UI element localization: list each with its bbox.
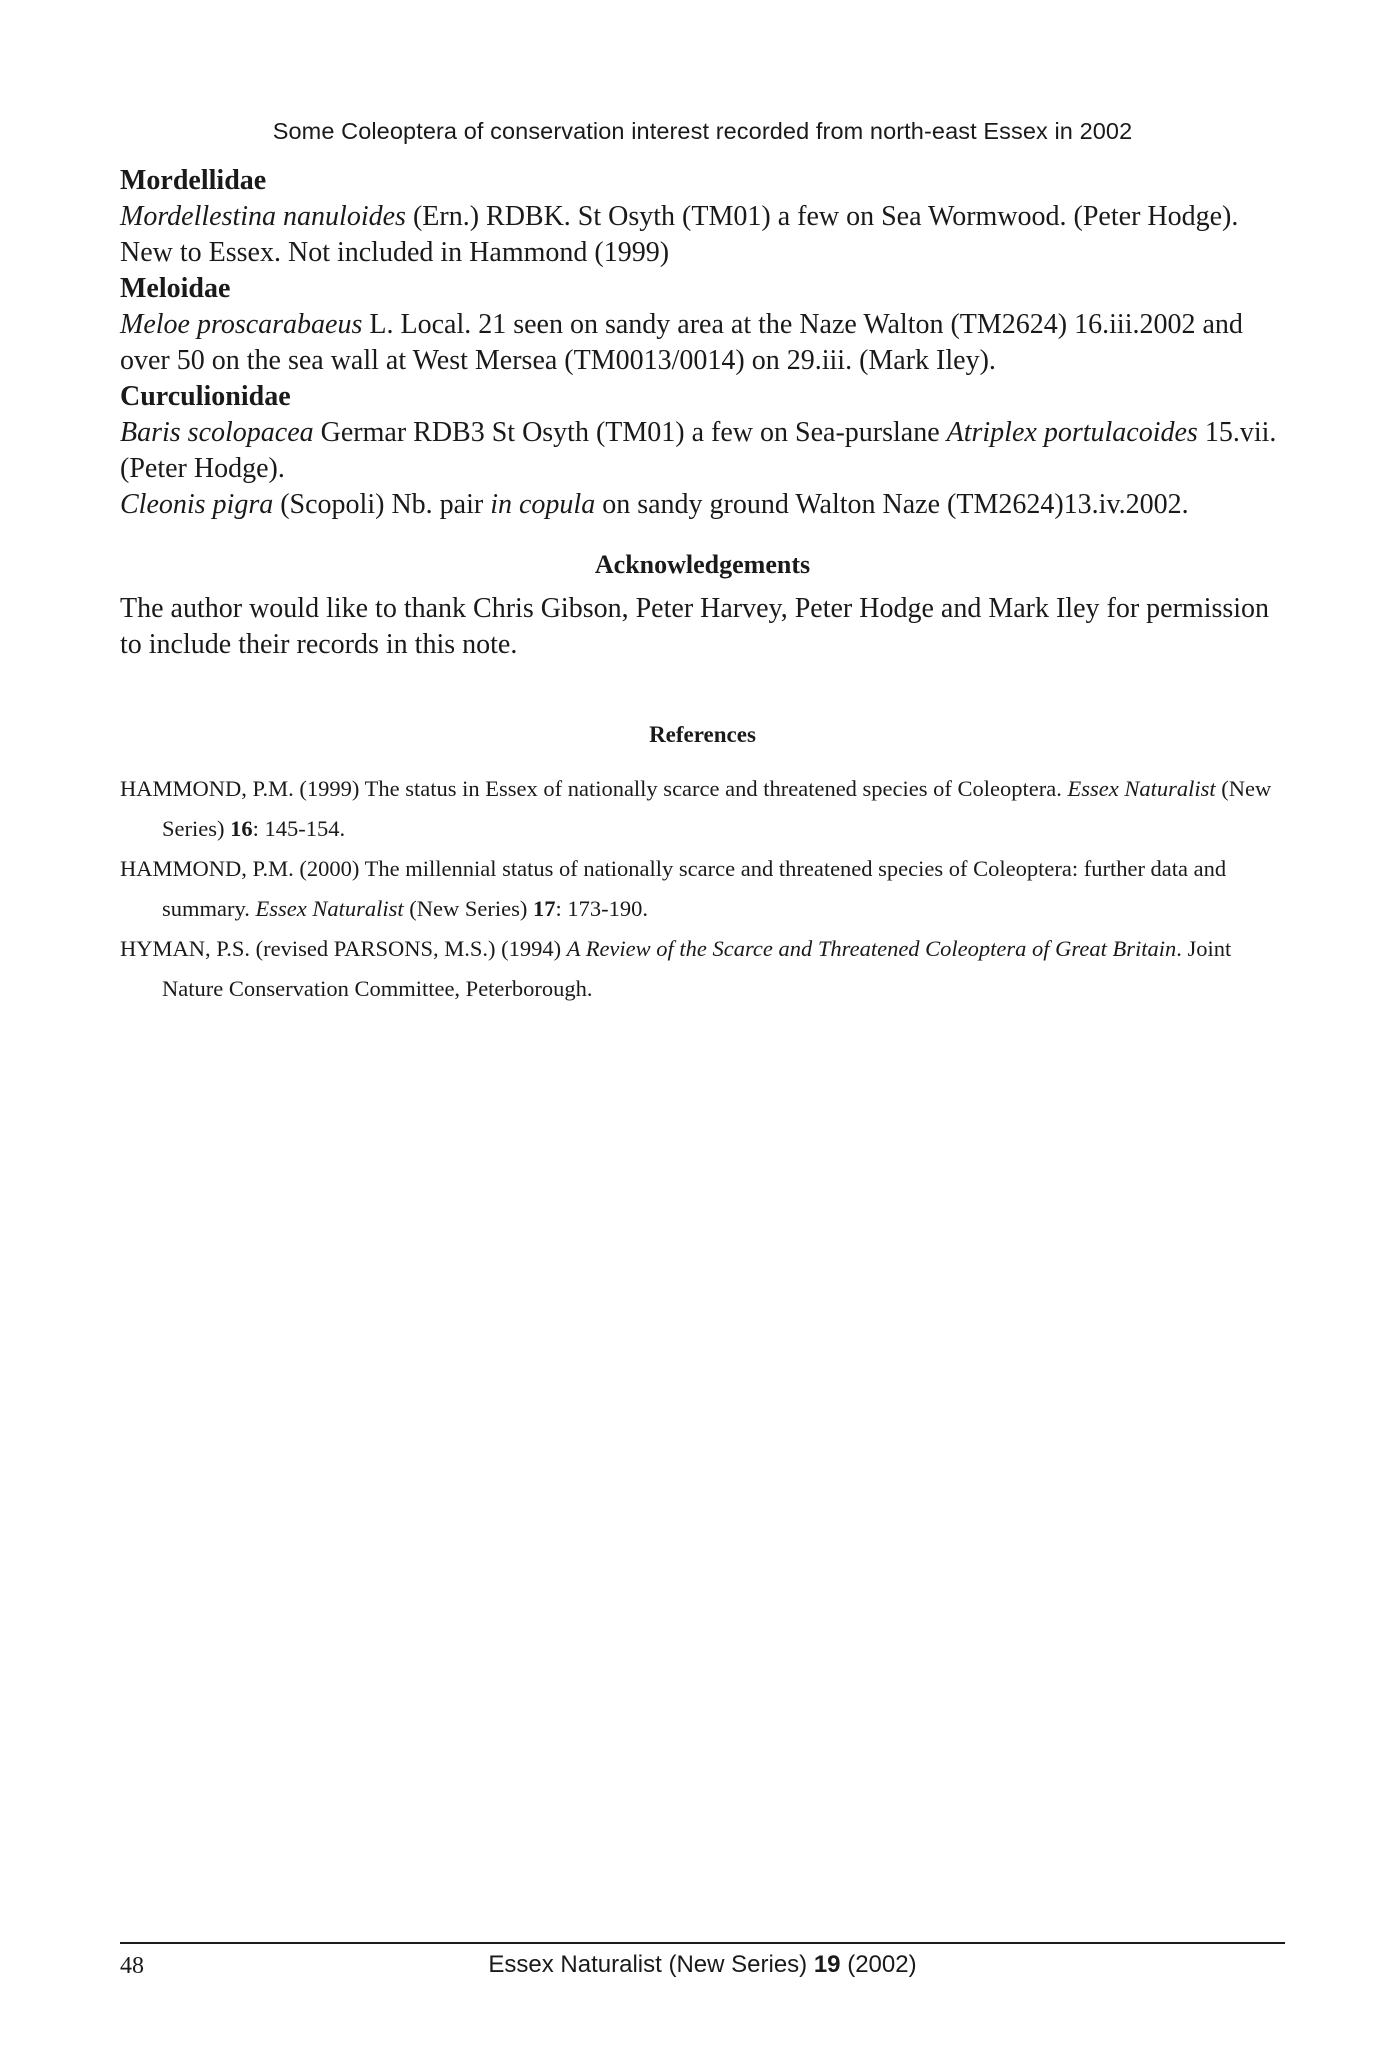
- acknowledgements-text: The author would like to thank Chris Gibson, Peter Harvey, Peter Hodge and Mark Iley for permission to include their records in this note.: [120, 593, 1270, 660]
- plant-name: Atriplex portulacoides: [946, 417, 1198, 448]
- species-name: Mordellestina nanuloides: [120, 201, 406, 232]
- reference-text: HAMMOND, P.M. (2000) The millennial status of nationally scarce and threatened species of Coleoptera: further data and summary.: [120, 856, 1227, 921]
- species-record-text: Germar RDB3 St Osyth (TM01) a few on Sea-purslane: [313, 417, 947, 448]
- reference-title: A Review of the Scarce and Threatened Coleoptera of Great Britain: [566, 936, 1177, 961]
- references-heading: References: [649, 722, 756, 747]
- latin-phrase: in copula: [490, 489, 596, 520]
- footer-volume: 19: [813, 1951, 841, 1978]
- footer-rule: [120, 1942, 1285, 1944]
- species-name: Baris scolopacea: [120, 417, 314, 448]
- reference-volume: 17: [533, 896, 556, 921]
- species-record-text: on sandy ground Walton Naze (TM2624)13.iv.2002.: [595, 489, 1189, 520]
- reference-item: [120, 929, 1285, 1009]
- species-record-text: L. Local. 21 seen on sandy area at the Naze Walton (TM2624) 16.iii.2002 and over 50 on the sea wall at West Mersea (TM0013/0014) on 29.iii. (Mark Iley).: [120, 309, 1243, 376]
- footer-journal: [120, 1951, 1285, 1979]
- reference-volume: 16: [230, 816, 253, 841]
- species-record-text: (Ern.) RDBK. St Osyth (TM01) a few on Sea Wormwood. (Peter Hodge). New to Essex. Not included in Hammond (1999): [120, 201, 1239, 268]
- family-heading-curculionidae: Curculionidae: [120, 381, 291, 412]
- species-entry-cleonis: [120, 487, 1285, 523]
- reference-text: . Joint Nature Conservation Committee, Peterborough.: [162, 936, 1232, 1001]
- species-entry-mordellestina: [120, 199, 1285, 271]
- species-entry-baris: [120, 415, 1285, 487]
- acknowledgements-heading: Acknowledgements: [594, 550, 811, 579]
- reference-item: [120, 849, 1285, 929]
- reference-text: HYMAN, P.S. (revised PARSONS, M.S.) (1994): [120, 936, 567, 961]
- reference-item: [120, 769, 1285, 849]
- reference-journal: Essex Naturalist: [1067, 776, 1216, 801]
- reference-text: (New Series): [162, 776, 1272, 841]
- reference-text: : 145-154.: [252, 816, 346, 841]
- species-record-text: 15.vii. (Peter Hodge).: [120, 417, 1277, 484]
- footer-year: (2002): [840, 1951, 917, 1978]
- main-content: [120, 163, 1285, 1009]
- reference-journal: Essex Naturalist: [255, 896, 404, 921]
- reference-text: HAMMOND, P.M. (1999) The status in Essex of nationally scarce and threatened species of Coleoptera.: [120, 776, 1068, 801]
- species-entry-meloe: [120, 307, 1285, 379]
- page-number: 48: [120, 1953, 144, 1979]
- footer-journal-name: Essex Naturalist (New Series): [488, 1951, 814, 1978]
- species-record-text: (Scopoli) Nb. pair: [273, 489, 491, 520]
- references-list: [120, 769, 1285, 1009]
- reference-text: : 173-190.: [555, 896, 649, 921]
- running-head: Some Coleoptera of conservation interest recorded from north-east Essex in 2002: [272, 118, 1133, 144]
- reference-text: (New Series): [403, 896, 534, 921]
- family-heading-mordellidae: Mordellidae: [120, 165, 267, 196]
- species-name: Cleonis pigra: [120, 489, 274, 520]
- document-page: [120, 0, 1285, 2067]
- species-name: Meloe proscarabaeus: [120, 309, 363, 340]
- family-heading-meloidae: Meloidae: [120, 273, 231, 304]
